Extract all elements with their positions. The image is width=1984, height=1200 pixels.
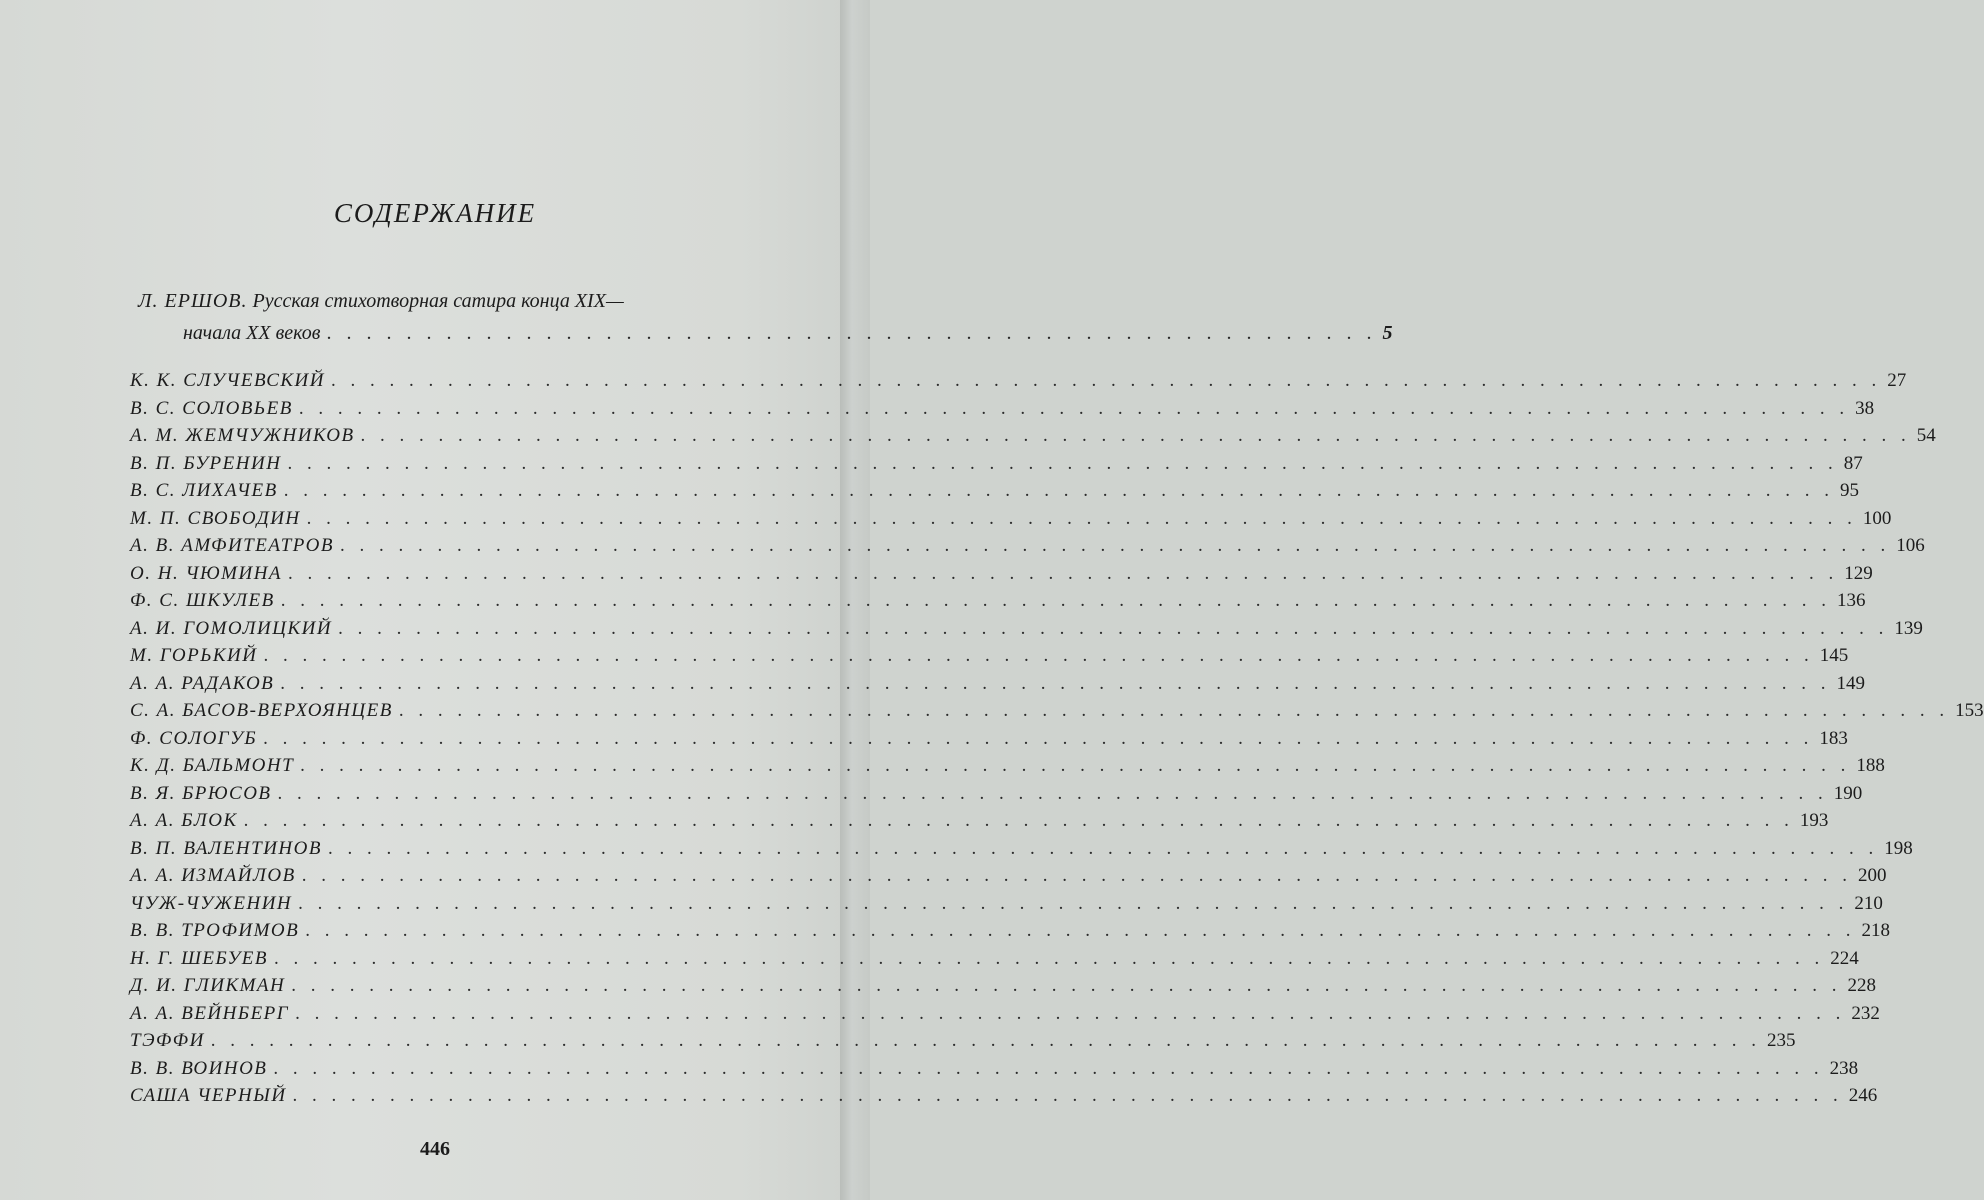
- toc-entry-author: ТЭФФИ: [130, 1030, 205, 1051]
- toc-entry-author: В. В. ВОИНОВ: [130, 1057, 268, 1079]
- dot-leader: . . . . . . . . . . . . . . . . . . . . . . . . . . . . . . . . . . . . . . . . . . . . . . . . . . . . . . . . . . . . . . . . . . . . . . . . . . . . . . . .: [360, 425, 1911, 446]
- toc-intro-line2: [138, 322, 1393, 345]
- dot-leader: . . . . . . . . . . . . . . . . . . . . . . . . . . . . . . . . . . . . . . . . . . . . . . . . . . . . . . . . . . . . . . . . . . . . . . . . . . . . . . . .: [210, 1030, 1762, 1051]
- toc-entry[interactable]: [130, 397, 1875, 426]
- toc-entry-page-number: 139: [1894, 617, 1923, 639]
- toc-intro-entry[interactable]: [138, 290, 1393, 345]
- toc-entry-author: ЧУЖ-ЧУЖЕНИН: [130, 892, 293, 914]
- toc-intro-title-part2: начала XX веков: [183, 322, 321, 344]
- toc-entry[interactable]: [130, 645, 1849, 673]
- toc-entry-page-number: 224: [1830, 947, 1859, 969]
- toc-entry[interactable]: [130, 562, 1873, 591]
- dot-leader: . . . . . . . . . . . . . . . . . . . . . . . . . . . . . . . . . . . . . . . . . . . . . . . . . . . . . . . . . . . . . . . . . . . . . . . . . . . . . . . .: [398, 700, 1950, 721]
- toc-entry-author: Н. Г. ШЕБУЕВ: [130, 947, 268, 969]
- dot-leader: . . . . . . . . . . . . . . . . . . . . . . . . . . . . . . . . . . . . . . . . . . . . . . . . . . . . . . . . . . . . . . . . . . . . . . . . . . . . . . . .: [280, 590, 1832, 611]
- dot-leader: . . . . . . . . . . . . . . . . . . . . . . . . . . . . . . . . . . . . . . . . . . . . . . . . . . . . . . . . . . . . . . . . . . . . . . . . . . . . . . . .: [291, 975, 1842, 996]
- toc-entry[interactable]: [130, 480, 1859, 508]
- toc-entry-author: А. И. ГОМОЛИЦКИЙ: [130, 617, 333, 639]
- toc-entry-page-number: 100: [1862, 507, 1892, 529]
- dot-leader: . . . . . . . . . . . . . . . . . . . . . . . . . . . . . . . . . . . . . . . . . . . . . . . . . . . . . . . . . . . . . . . . . . . . . . . . . . . . . . . .: [263, 645, 1814, 666]
- dot-leader: . . . . . . . . . . . . . . . . . . . . . . . . . . . . . . . . . . . . . . . . . . . . . . . . . . . . . . . . . . . . . . . . . . . . . . . . . . . . . . . .: [301, 865, 1852, 886]
- dot-leader: . . . . . . . . . . . . . . . . . . . . . . . . . . . . . . . . . . . . . . . . . . . . . . . . . . . . . . . . . . . . . . . . . . . . . . . . . . . . . . . .: [300, 755, 1851, 776]
- toc-entry-page-number: 54: [1916, 425, 1936, 446]
- toc-entry-author: О. Н. ЧЮМИНА: [130, 562, 283, 584]
- toc-entry-author: В. В. ТРОФИМОВ: [130, 920, 300, 941]
- toc-entry-author: А. М. ЖЕМЧУЖНИКОВ: [130, 425, 355, 446]
- toc-entry-page-number: 27: [1887, 370, 1907, 391]
- toc-entry[interactable]: [130, 507, 1892, 536]
- toc-entry-page-number: 210: [1854, 892, 1883, 914]
- toc-entry[interactable]: [130, 920, 1890, 948]
- toc-entry[interactable]: [130, 782, 1863, 811]
- toc-entry-author: Ф. С. ШКУЛЕВ: [130, 590, 275, 611]
- toc-entry-author: А. А. ВЕЙНБЕРГ: [130, 1002, 290, 1024]
- dot-leader: . . . . . . . . . . . . . . . . . . . . . . . . . . . . . . . . . . . . . . . . . . . . . . . . . . . . . . . . . . . . . . . . . . . . . . . . . . . . . . . .: [339, 535, 1891, 556]
- toc-entry-page-number: 193: [1799, 810, 1829, 831]
- toc-entry-author: В. П. ВАЛЕНТИНОВ: [130, 837, 322, 859]
- toc-entry-page-number: 129: [1844, 562, 1873, 584]
- toc-entry-author: К. Д. БАЛЬМОНТ: [130, 755, 295, 776]
- toc-entry-page-number: 246: [1848, 1085, 1878, 1106]
- toc-entry-page-number: 183: [1819, 727, 1848, 749]
- toc-entry-page-number: 188: [1856, 755, 1885, 776]
- toc-entry-author: А. А. ИЗМАЙЛОВ: [130, 865, 296, 886]
- dot-leader: . . . . . . . . . . . . . . . . . . . . . . . . . . . . . . . . . . . . . . . . . . . . . . . . . . . . . . . . . . . . . . . . . . . . . . . . . . . . . . . .: [273, 1057, 1824, 1079]
- dot-leader: . . . . . . . . . . . . . . . . . . . . . . . . . . . . . . . . . . . . . . . . . . . . . . . . . . . . . . . . . . . . . . . . . . . . . . . . . . . . . . . .: [295, 1002, 1846, 1024]
- dot-leader: . . . . . . . . . . . . . . . . . . . . . . . . . . . . . . . . . . . . . . . . . . . . . . . . . . . . . . . . . . . . . . . . . . . . . . . . . . . . . . . .: [305, 920, 1856, 941]
- toc-entry-author: А. А. РАДАКОВ: [130, 672, 275, 694]
- toc-entry[interactable]: [130, 892, 1883, 921]
- toc-entry-page-number: 198: [1884, 837, 1913, 859]
- toc-entry[interactable]: [130, 672, 1866, 701]
- toc-list: [130, 370, 1984, 1113]
- toc-entry-author: Д. И. ГЛИКМАН: [130, 975, 286, 996]
- toc-intro-author: Л. ЕРШОВ.: [138, 290, 248, 312]
- toc-entry[interactable]: [130, 727, 1848, 756]
- toc-intro-page-number: 5: [1382, 322, 1393, 344]
- toc-entry-author: САША ЧЕРНЫЙ: [130, 1085, 287, 1106]
- toc-entry-author: А. В. АМФИТЕАТРОВ: [130, 535, 334, 556]
- toc-entry[interactable]: [130, 1030, 1796, 1058]
- toc-entry-page-number: 136: [1837, 590, 1866, 611]
- toc-entry-page-number: 145: [1819, 645, 1849, 666]
- toc-entry-page-number: 200: [1857, 865, 1887, 886]
- dot-leader: . . . . . . . . . . . . . . . . . . . . . . . . . . . . . . . . . . . . . . . . . . . . . . . . . . . . . . . . . . . . . . . . . . . . . . . . . . . . . . . .: [288, 562, 1839, 584]
- dot-leader: . . . . . . . . . . . . . . . . . . . . . . . . . . . . . . . . . . . . . . . . . . . . . . . . . . . . . . . . . . . . . . . . . . . . . . . . . . . . . . . .: [280, 672, 1831, 694]
- toc-entry[interactable]: [130, 947, 1859, 976]
- toc-entry-page-number: 228: [1847, 975, 1876, 996]
- toc-entry[interactable]: [130, 1085, 1878, 1113]
- toc-entry-page-number: 38: [1855, 397, 1875, 419]
- toc-entry[interactable]: [130, 617, 1923, 646]
- toc-entry-author: М. ГОРЬКИЙ: [130, 645, 258, 666]
- toc-entry[interactable]: [130, 425, 1936, 453]
- toc-entry-author: В. Я. БРЮСОВ: [130, 782, 272, 804]
- dot-leader: . . . . . . . . . . . . . . . . . . . . . . . . . . . . . . . . . . . . . . . . . . . . . . . . . . . . . . . . . . . . . . . . . . . . . . . . . . . . . . . .: [283, 480, 1834, 501]
- toc-entry-author: В. С. ЛИХАЧЕВ: [130, 480, 278, 501]
- page-number: 446: [420, 1138, 450, 1160]
- toc-entry-author: Ф. СОЛОГУБ: [130, 727, 258, 749]
- toc-entry[interactable]: [130, 535, 1925, 563]
- toc-entry-author: В. С. СОЛОВЬЕВ: [130, 397, 293, 419]
- toc-entry-page-number: 106: [1896, 535, 1925, 556]
- toc-entry[interactable]: [130, 370, 1907, 398]
- dot-leader: . . . . . . . . . . . . . . . . . . . . . . . . . . . . . . . . . . . . . . . . . . . . . . . . . . . . . . . . . . . . . . . . . . . . . . . . . . . . . . . .: [330, 370, 1882, 391]
- page-title: СОДЕРЖАНИЕ: [333, 198, 537, 228]
- toc-entry-page-number: 153: [1955, 700, 1984, 721]
- toc-entry[interactable]: [130, 1002, 1880, 1031]
- toc-entry[interactable]: [130, 865, 1887, 893]
- toc-entry[interactable]: [130, 452, 1863, 481]
- toc-entry[interactable]: [130, 590, 1866, 618]
- toc-intro-title-part1: Русская стихотворная сатира конца XIX—: [252, 290, 624, 312]
- dot-leader: . . . . . . . . . . . . . . . . . . . . . . . . . . . . . . . . . . . . . . . . . . . . . . . . . . . . . . . . . . . . . . . . . . . . . . . . . . . . . . . .: [298, 892, 1849, 914]
- toc-entry-author: М. П. СВОБОДИН: [130, 507, 301, 529]
- toc-intro-line1: [138, 290, 740, 313]
- toc-entry-author: С. А. БАСОВ-ВЕРХОЯНЦЕВ: [130, 700, 393, 721]
- dot-leader: . . . . . . . . . . . . . . . . . . . . . . . . . . . . . . . . . . . . . . . . . . . . . . . . . . . . . . . . . . . . . . . . . . . . . . . . . . . . . . . .: [306, 507, 1857, 529]
- dot-leader: . . . . . . . . . . . . . . . . . . . . . . . . . . . . . . . . . . . . . . . . . . . . . . . . . . . . . . . . . . . . . . . . . . . . . . . . . . . . . . . .: [263, 727, 1814, 749]
- dot-leader: . . . . . . . . . . . . . . . . . . . . . . . . . . . . . . . . . . . . . . . . . . . . . . . . . . . . . . . . . . . . . . . . . . . . . . . . . . . . . . . .: [292, 1085, 1843, 1106]
- toc-entry-author: В. П. БУРЕНИН: [130, 452, 282, 474]
- toc-entry[interactable]: [130, 810, 1829, 838]
- toc-entry[interactable]: [130, 700, 1984, 728]
- show-through-texture: [60, 95, 840, 255]
- toc-entry[interactable]: [130, 837, 1913, 866]
- dot-leader: . . . . . . . . . . . . . . . . . . . . . . . . . . . . . . . . . . . . . . . . . . . . . . . . . . . . . . . . . . . . . . . . . . . . . . . . . . . . . . . .: [338, 617, 1889, 639]
- dot-leader: . . . . . . . . . . . . . . . . . . . . . . . . . . . . . . . . . . . . . . . . . . . . . . . . . . . . .: [326, 322, 1377, 344]
- dot-leader: . . . . . . . . . . . . . . . . . . . . . . . . . . . . . . . . . . . . . . . . . . . . . . . . . . . . . . . . . . . . . . . . . . . . . . . . . . . . . . . .: [273, 947, 1825, 969]
- toc-entry[interactable]: [130, 1057, 1859, 1086]
- toc-entry-page-number: 235: [1767, 1030, 1796, 1051]
- toc-entry-page-number: 218: [1861, 920, 1890, 941]
- toc-entry-author: К. К. СЛУЧЕВСКИЙ: [130, 370, 325, 391]
- toc-entry-page-number: 238: [1829, 1057, 1859, 1079]
- dot-leader: . . . . . . . . . . . . . . . . . . . . . . . . . . . . . . . . . . . . . . . . . . . . . . . . . . . . . . . . . . . . . . . . . . . . . . . . . . . . . . . .: [298, 397, 1850, 419]
- toc-entry-page-number: 232: [1851, 1002, 1880, 1024]
- dot-leader: . . . . . . . . . . . . . . . . . . . . . . . . . . . . . . . . . . . . . . . . . . . . . . . . . . . . . . . . . . . . . . . . . . . . . . . . . . . . . . . .: [327, 837, 1879, 859]
- toc-entry-page-number: 95: [1839, 480, 1859, 501]
- dot-leader: . . . . . . . . . . . . . . . . . . . . . . . . . . . . . . . . . . . . . . . . . . . . . . . . . . . . . . . . . . . . . . . . . . . . . . . . . . . . . . . .: [277, 782, 1828, 804]
- dot-leader: . . . . . . . . . . . . . . . . . . . . . . . . . . . . . . . . . . . . . . . . . . . . . . . . . . . . . . . . . . . . . . . . . . . . . . . . . . . . . . . .: [243, 810, 1794, 831]
- toc-entry[interactable]: [130, 975, 1876, 1003]
- toc-entry[interactable]: [130, 755, 1885, 783]
- toc-entry-page-number: 190: [1833, 782, 1863, 804]
- toc-entry-page-number: 87: [1843, 452, 1863, 474]
- dot-leader: . . . . . . . . . . . . . . . . . . . . . . . . . . . . . . . . . . . . . . . . . . . . . . . . . . . . . . . . . . . . . . . . . . . . . . . . . . . . . . . .: [287, 452, 1838, 474]
- toc-entry-author: А. А. БЛОК: [130, 810, 238, 831]
- toc-entry-page-number: 149: [1836, 672, 1866, 694]
